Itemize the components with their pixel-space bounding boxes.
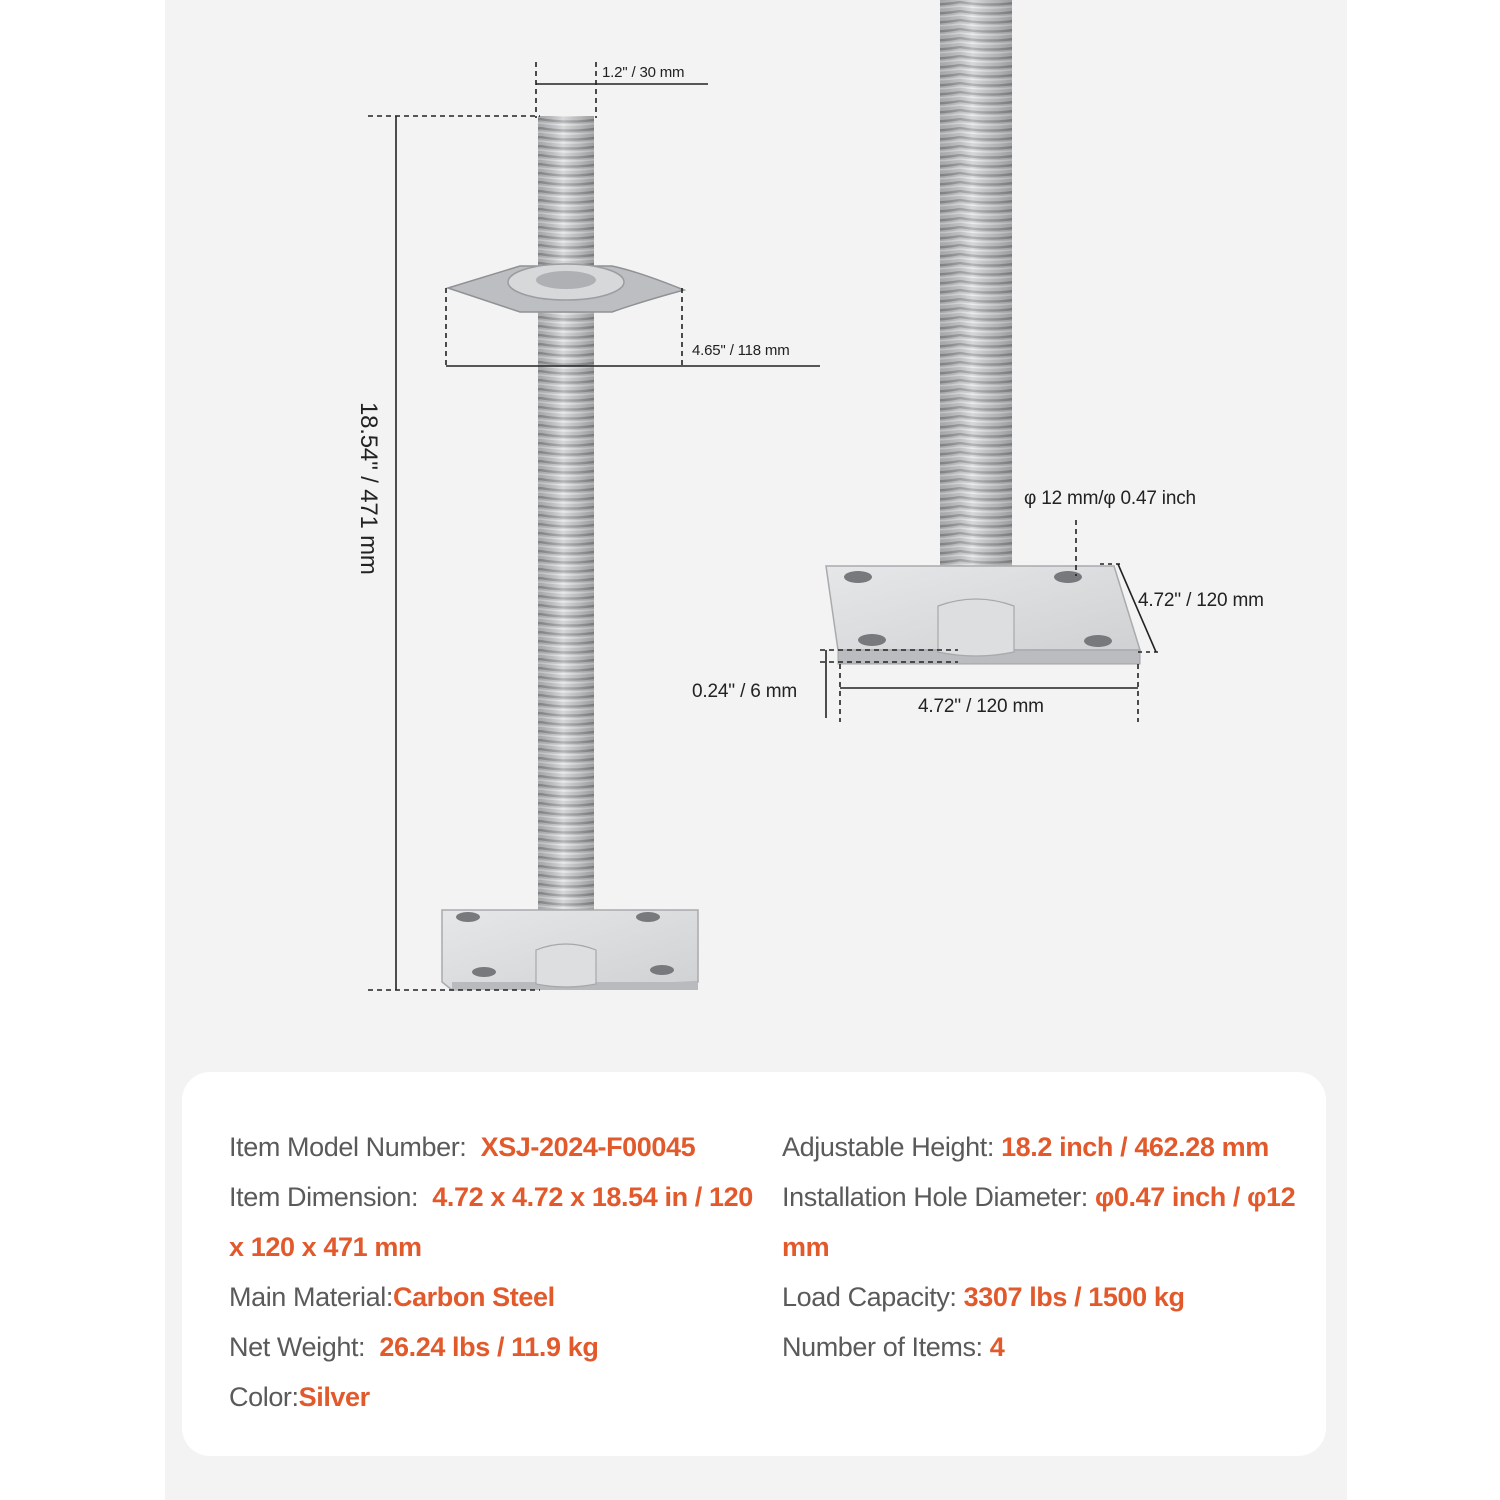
plate-thickness-label: 0.24'' / 6 mm (692, 681, 797, 702)
right-screw-jack-closeup (826, 0, 1140, 664)
spec-column-right (782, 1122, 1322, 1372)
spec-row-adjustable-height (782, 1122, 1322, 1172)
spec-value: 4.72 x 4.72 x 18.54 in / 120 x 120 x 471 mm (229, 1182, 753, 1262)
spec-label: Main Material: (229, 1282, 393, 1312)
dimension-lines (368, 62, 1158, 990)
total-height-label: 18.54'' / 471 mm (355, 402, 382, 575)
spec-label: Item Model Number: (229, 1132, 467, 1162)
spec-value: Carbon Steel (392, 1282, 555, 1312)
wing-nut (448, 264, 684, 312)
spec-label: Installation Hole Diameter: (782, 1182, 1088, 1212)
left-screw-jack (442, 116, 698, 990)
spec-row-material (229, 1272, 769, 1322)
spec-row-number-of-items (782, 1322, 1322, 1372)
wing-nut-width-label: 4.65'' / 118 mm (692, 342, 790, 359)
spec-label: Adjustable Height: (782, 1132, 994, 1162)
spec-label: Color: (229, 1382, 299, 1412)
spec-value: XSJ-2024-F00045 (480, 1132, 696, 1162)
spec-label: Net Weight: (229, 1332, 366, 1362)
spec-value: 4 (989, 1332, 1005, 1362)
spec-value: 3307 lbs / 1500 kg (963, 1282, 1185, 1312)
spec-value: φ0.47 inch / φ12 mm (782, 1182, 1296, 1262)
specifications-card (182, 1072, 1326, 1456)
rod-diameter-label: 1.2'' / 30 mm (602, 64, 685, 81)
spec-row-hole-diameter (782, 1172, 1322, 1272)
spec-row-load-capacity (782, 1272, 1322, 1322)
spec-row-dimension (229, 1172, 769, 1272)
hole-diameter-label: φ 12 mm/φ 0.47 inch (1024, 488, 1196, 509)
plate-depth-label: 4.72'' / 120 mm (1138, 590, 1264, 611)
spec-column-left (229, 1122, 769, 1422)
spec-value: 18.2 inch / 462.28 mm (1001, 1132, 1269, 1162)
spec-row-color (229, 1372, 769, 1422)
spec-row-weight (229, 1322, 769, 1372)
spec-label: Number of Items: (782, 1332, 983, 1362)
spec-label: Load Capacity: (782, 1282, 957, 1312)
spec-label: Item Dimension: (229, 1182, 419, 1212)
spec-value: Silver (298, 1382, 370, 1412)
plate-width-label: 4.72'' / 120 mm (918, 696, 1044, 717)
spec-value: 26.24 lbs / 11.9 kg (379, 1332, 599, 1362)
left-base-plate (442, 910, 698, 990)
spec-row-model (229, 1122, 769, 1172)
